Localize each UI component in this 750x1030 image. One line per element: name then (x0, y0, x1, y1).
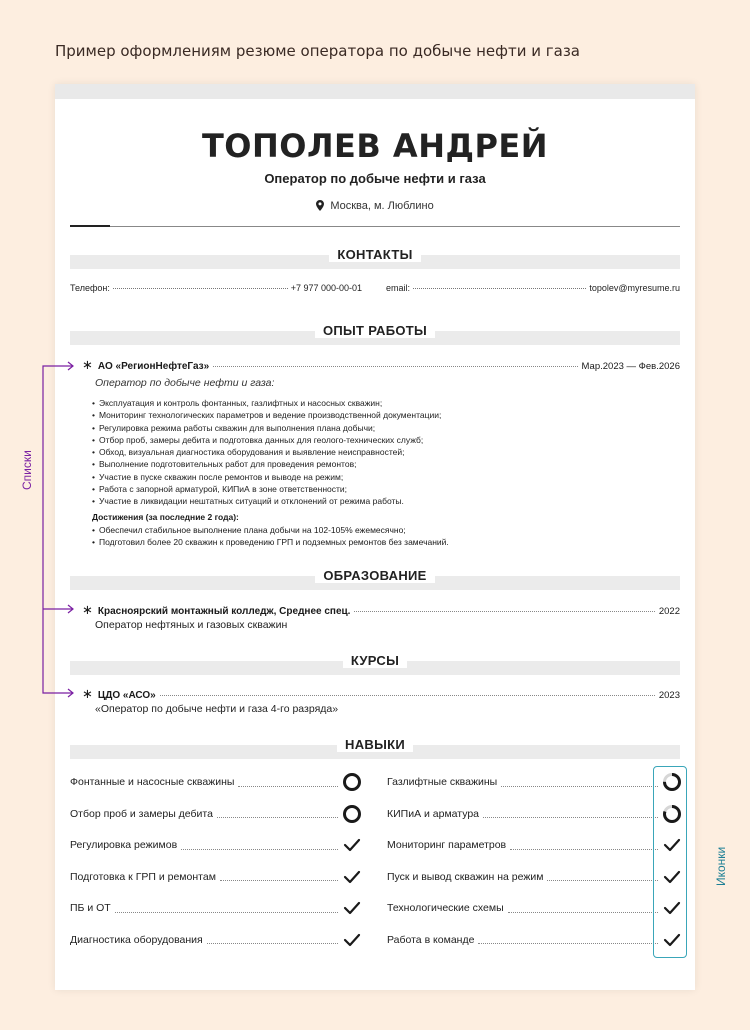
location-text: Москва, м. Люблино (330, 200, 434, 212)
skill-label: Подготовка к ГРП и ремонтам (70, 870, 216, 883)
education-specialty: Оператор нефтяных и газовых скважин (95, 619, 288, 631)
education-school: Красноярский монтажный колледж, Среднее спец. (97, 606, 351, 617)
skill-label: Диагностика оборудования (70, 933, 203, 946)
list-item: • Эксплуатация и контроль фонтанных, газлифтных и насосных скважин; (92, 397, 441, 409)
skill-label: Пуск и вывод скважин на режим (387, 870, 544, 883)
phone-label: Телефон: (70, 283, 110, 293)
list-item: • Обход, визуальная диагностика оборудования и выявление неисправностей; (92, 446, 441, 458)
skill-label: КИПиА и арматура (387, 807, 480, 820)
list-item: • Подготовил более 20 скважин к проведению ГРП и подземных ремонтов без замечаний. (92, 536, 449, 548)
annotation-icons-label: Иконки (714, 846, 728, 886)
skill-label: Фонтанные и насосные скважины (70, 776, 235, 788)
section-experience-title: ОПЫТ РАБОТЫ (70, 331, 680, 345)
skill-label: Газлифтные скважины (387, 776, 498, 788)
skill-label: Работа в команде (387, 933, 475, 946)
course-year: 2023 (658, 690, 680, 701)
email-value[interactable]: topolev@myresume.ru (589, 283, 680, 293)
job-company: АО «РегионНефтеГаз» (97, 361, 210, 372)
asterisk-icon: ∗ (82, 357, 93, 372)
asterisk-icon: ∗ (82, 602, 93, 617)
skill-label: ПБ и ОТ (70, 902, 111, 914)
list-item: • Работа с запорной арматурой, КИПиА в зоне ответственности; (92, 483, 441, 495)
education-year: 2022 (658, 606, 680, 617)
skill-label: Мониторинг параметров (387, 839, 507, 851)
annotation-lists-label: Списки (20, 450, 34, 490)
list-item: • Обеспечил стабильное выполнение плана добычи на 102-105% ежемесячно; (92, 524, 449, 536)
asterisk-icon: ∗ (82, 686, 93, 701)
section-contacts-title: КОНТАКТЫ (70, 255, 680, 269)
achievements-title: Достижения (за последние 2 года): (92, 512, 239, 522)
skill-label: Технологические схемы (387, 902, 504, 914)
job-role: Оператор по добыче нефти и газа: (95, 377, 275, 389)
skill-label: Отбор проб и замеры дебита (70, 807, 213, 820)
list-item: • Регулировка режима работы скважин для выполнения плана добычи; (92, 422, 441, 434)
phone-value[interactable]: +7 977 000-00-01 (290, 283, 362, 293)
section-courses-title: КУРСЫ (70, 661, 680, 675)
list-item: • Выполнение подготовительных работ для проведения ремонтов; (92, 458, 441, 470)
skill-label: Регулировка режимов (70, 839, 178, 851)
annotation-icons-box (653, 766, 687, 958)
list-item: • Отбор проб, замеры дебита и подготовка данных для геолого-технических служб; (92, 434, 441, 446)
section-skills-title: НАВЫКИ (70, 745, 680, 759)
candidate-name: ТОПОЛЕВ АНДРЕЙ (201, 127, 549, 165)
section-education-title: ОБРАЗОВАНИЕ (70, 576, 680, 590)
email-label: email: (386, 283, 411, 293)
list-item: • Участие в пуске скважин после ремонтов и выводе на режим; (92, 471, 441, 483)
page-caption: Пример оформлениям резюме оператора по добыче нефти и газа (55, 42, 580, 60)
course-org: ЦДО «АСО» (97, 690, 156, 701)
job-dates: Мар.2023 — Фев.2026 (581, 361, 680, 372)
list-item: • Мониторинг технологических параметров и ведение производственной документации; (92, 409, 441, 421)
candidate-position: Оператор по добыче нефти и газа (264, 171, 486, 186)
course-name: «Оператор по добыче нефти и газа 4-го разряда» (95, 703, 339, 715)
list-item: • Участие в ликвидации нештатных ситуаций и отклонений от режима работы. (92, 495, 441, 507)
